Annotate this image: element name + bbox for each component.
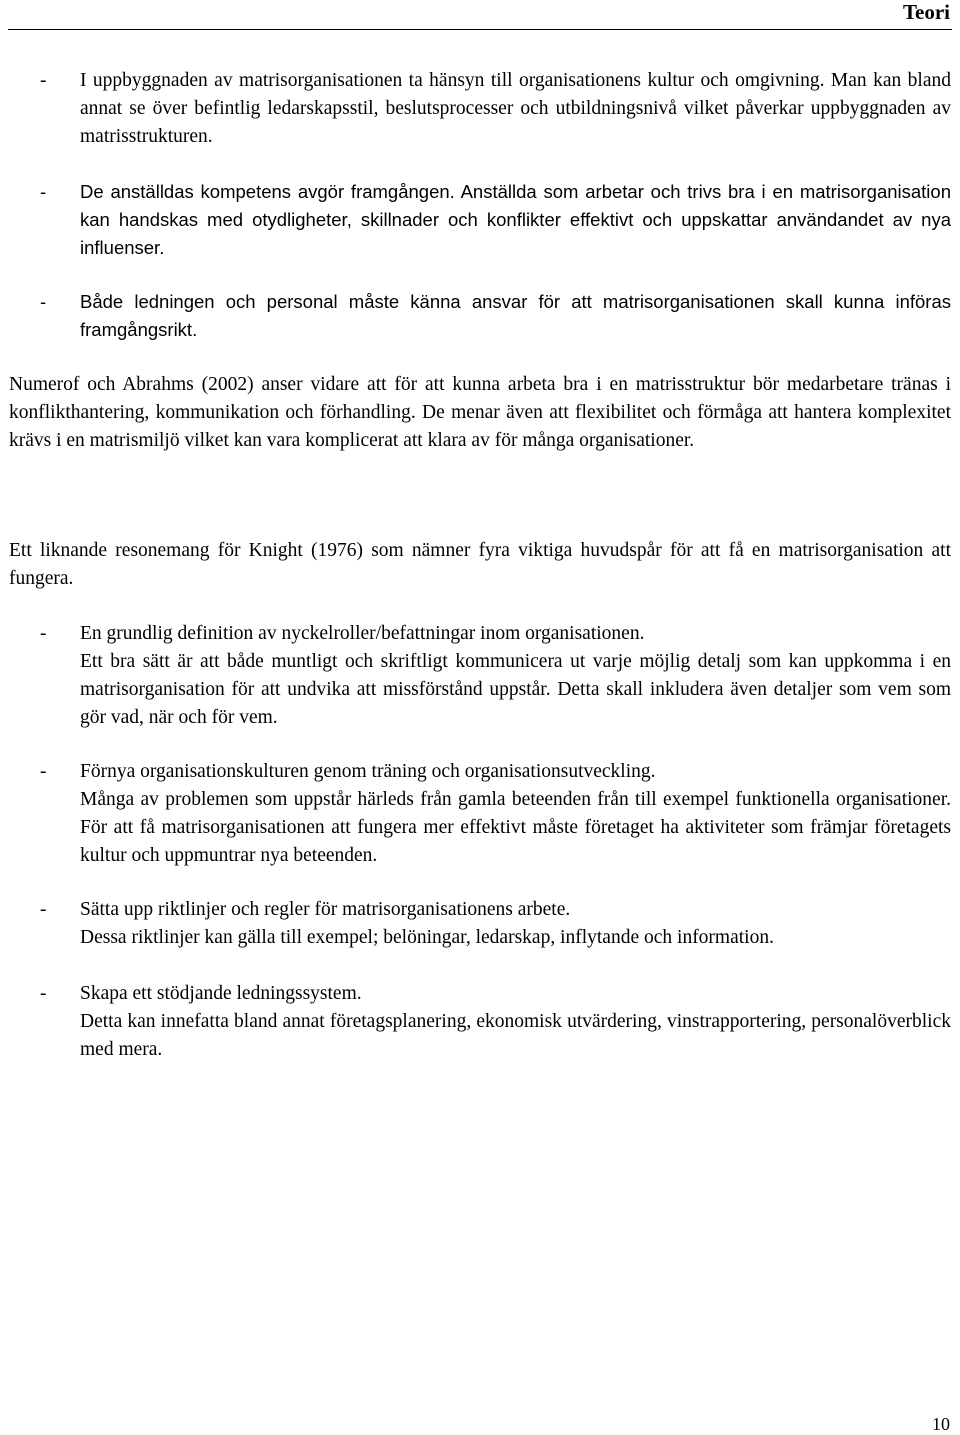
list-marker: -: [40, 983, 47, 1004]
list-item-text: Dessa riktlinjer kan gälla till exempel; belöningar, ledarskap, inflytande och information.: [80, 927, 774, 948]
list-item: [40, 620, 951, 732]
list-marker: -: [40, 291, 47, 312]
list-item-heading: Förnya organisationskulturen genom träning och organisationsutveckling.: [80, 761, 656, 782]
body-paragraph: Ett liknande resonemang för Knight (1976) som nämner fyra viktiga huvudspår för att få en matrisorganisation att fungera.: [9, 540, 951, 589]
list-item-heading: Sätta upp riktlinjer och regler för matrisorganisationens arbete.: [80, 899, 571, 920]
list-item: [40, 178, 951, 262]
list-marker: -: [40, 181, 47, 202]
list-item-text: I uppbyggnaden av matrisorganisationen ta hänsyn till organisationens kultur och omgivning. Man kan bland annat se över befintlig ledarskapsstil, beslutsprocesser och utbildningsnivå vilket påverkar uppbyggnaden av matrisstrukturen.: [80, 70, 951, 147]
list-marker: -: [40, 623, 47, 644]
header-title: Teori: [902, 0, 950, 24]
list-item-text: Ett bra sätt är att både muntligt och skriftligt kommunicera ut varje möjlig detalj som kan uppkomma i en matrisorganisation för att undvika att missförstånd uppstår. Detta skall inkludera även detaljer som vem som gör vad, när och för vem.: [80, 651, 951, 728]
list-item: [40, 758, 951, 870]
list-item-heading: Skapa ett stödjande ledningssystem.: [80, 983, 362, 1004]
list-item-heading: En grundlig definition av nyckelroller/befattningar inom organisationen.: [80, 623, 645, 644]
list-item: [40, 980, 951, 1064]
list-item-text: Detta kan innefatta bland annat företagsplanering, ekonomisk utvärdering, vinstrapportering, personalöverblick med mera.: [80, 1011, 951, 1060]
list-item-text: De anställdas kompetens avgör framgången. Anställda som arbetar och trivs bra i en matrisorganisation kan handskas med otydligheter, skillnader och konflikter effektivt och uppskattar användandet av nya influenser.: [80, 181, 951, 258]
list-marker: -: [40, 761, 47, 782]
list-item: [40, 288, 951, 344]
header-divider: [8, 29, 952, 30]
list-item: [40, 896, 951, 952]
body-paragraph: Numerof och Abrahms (2002) anser vidare att för att kunna arbeta bra i en matrisstruktur bör medarbetare tränas i konflikthantering, kommunikation och förhandling. De menar även att flexibilitet och förmåga att hantera komplexitet krävs i en matrismiljö vilket kan vara komplicerat att klara av för många organisationer.: [9, 374, 951, 451]
list-marker: -: [40, 899, 47, 920]
list-item-text: Både ledningen och personal måste känna ansvar för att matrisorganisationen skall kunna införas framgångsrikt.: [80, 291, 951, 340]
list-item-text: Många av problemen som uppstår härleds från gamla beteenden från till exempel funktionella organisationer. För att få matrisorganisationen att fungera mer effektivt måste företaget ha aktiviteter som främjar företagets kultur och uppmuntrar nya beteenden.: [80, 789, 951, 866]
list-marker: -: [40, 70, 47, 91]
page-number: 10: [932, 1414, 950, 1434]
list-item: [40, 67, 951, 151]
